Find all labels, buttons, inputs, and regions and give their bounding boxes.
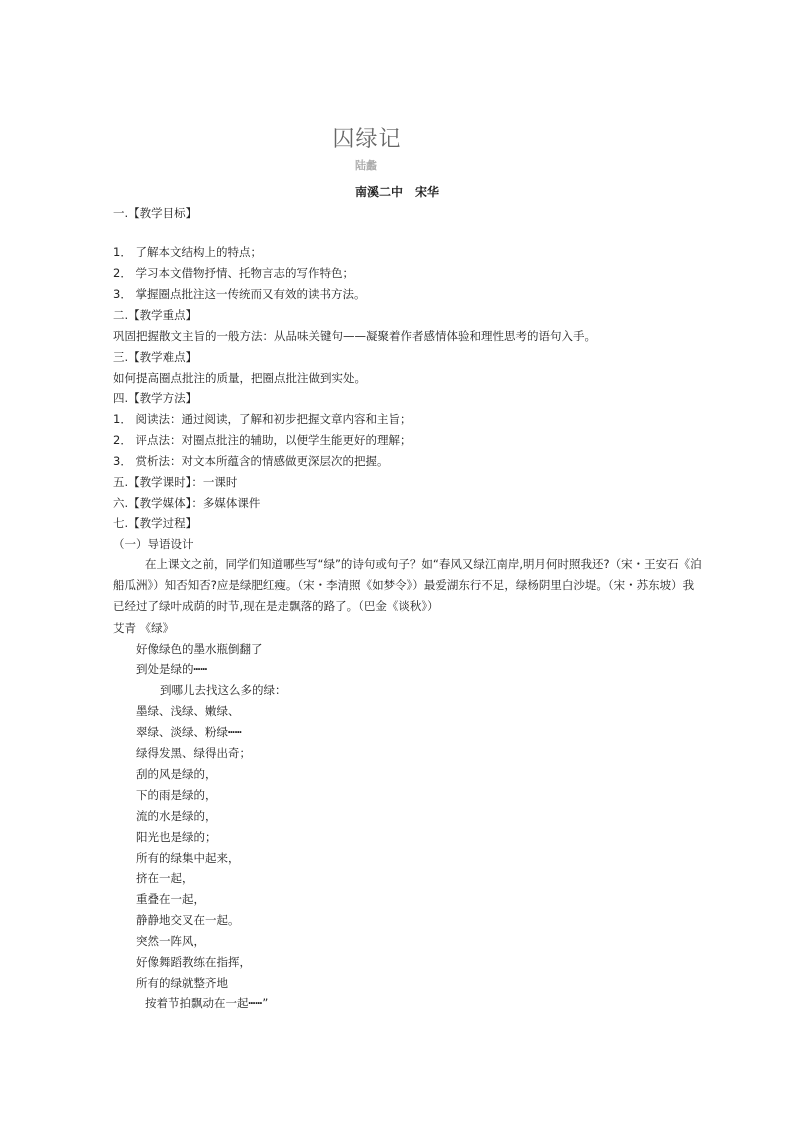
key-text: 巩固把握散文主旨的一般方法：从品味关键句——凝聚着作者感情体验和理性思考的语句入手。 (113, 329, 596, 343)
method-item: 1． 阅读法：通过阅读，了解和初步把握文章内容和主旨； (113, 412, 412, 426)
difficulty-text: 如何提高圈点批注的质量，把圈点批注做到实处。 (113, 371, 366, 385)
goal-item: 2． 学习本文借物抒情、托物言志的写作特色； (113, 266, 354, 280)
section-heading-key: 二.【教学重点】 (113, 308, 198, 322)
poem-author: 艾青 《绿》 (113, 621, 175, 635)
poem-line: 静静地交叉在一起。 (136, 913, 240, 927)
poem-line: 阳光也是绿的； (136, 830, 217, 844)
poem-line: 所有的绿集中起来， (136, 851, 240, 865)
method-item: 3． 赏析法：对文本所蕴含的情感做更深层次的把握。 (113, 454, 389, 468)
poem-line: 绿得发黑、绿得出奇； (136, 746, 251, 760)
document-subtitle: 陆蠡 (355, 159, 377, 172)
poem-line: 所有的绿就整齐地 (136, 976, 228, 990)
section-heading-methods: 四.【教学方法】 (113, 391, 198, 405)
goal-item: 1． 了解本文结构上的特点； (113, 245, 262, 259)
section-heading-hours: 五.【教学课时】：一课时 (113, 475, 238, 489)
author-line: 南溪二中 宋华 (354, 185, 439, 199)
poem-line: 墨绿、浅绿、嫩绿、 (136, 704, 240, 718)
poem-line: 下的雨是绿的， (136, 788, 217, 802)
poem-line: 到处是绿的┅┅ (136, 662, 208, 676)
poem-line: 好像舞蹈教练在指挥， (136, 955, 251, 969)
poem-line: 好像绿色的墨水瓶倒翻了 (136, 642, 263, 656)
section-heading-goals: 一.【教学目标】 (113, 206, 198, 220)
intro-paragraph: 在上课文之前，同学们知道哪些写“绿”的诗句或句子？如“春风又绿江南岸,明月何时照我还?（宋・王安石《泊船瓜洲》）知否知否?应是绿肥红瘦。（宋・李清照《如梦令》）最爱湖东行不足，绿杨阴里白沙堤。（宋・苏东坡）我已经过了绿叶成荫的时节,现在是走飘落的路了。（巴金《谈秋》） (113, 557, 702, 613)
subsection-heading: （一）导语设计 (113, 537, 194, 551)
poem-line: 按着节拍飘动在一起┅┅” (145, 996, 269, 1010)
goal-item: 3． 掌握圈点批注这一传统而又有效的读书方法。 (113, 287, 366, 301)
poem-line: 刮的风是绿的， (136, 767, 217, 781)
poem-line: 重叠在一起， (136, 892, 205, 906)
section-heading-difficulty: 三.【教学难点】 (113, 350, 198, 364)
poem-line: 流的水是绿的， (136, 809, 217, 823)
poem-line: 翠绿、淡绿、粉绿┅┅ (136, 725, 242, 739)
poem-line: 到哪儿去找这么多的绿： (160, 683, 287, 697)
section-heading-media: 六.【教学媒体】：多媒体课件 (113, 496, 261, 510)
method-item: 2． 评点法：对圈点批注的辅助，以便学生能更好的理解； (113, 433, 412, 447)
poem-line: 突然一阵风， (136, 934, 205, 948)
poem-line: 挤在一起， (136, 871, 194, 885)
section-heading-process: 七.【教学过程】 (113, 516, 198, 530)
document-title: 囚绿记 (332, 127, 402, 152)
